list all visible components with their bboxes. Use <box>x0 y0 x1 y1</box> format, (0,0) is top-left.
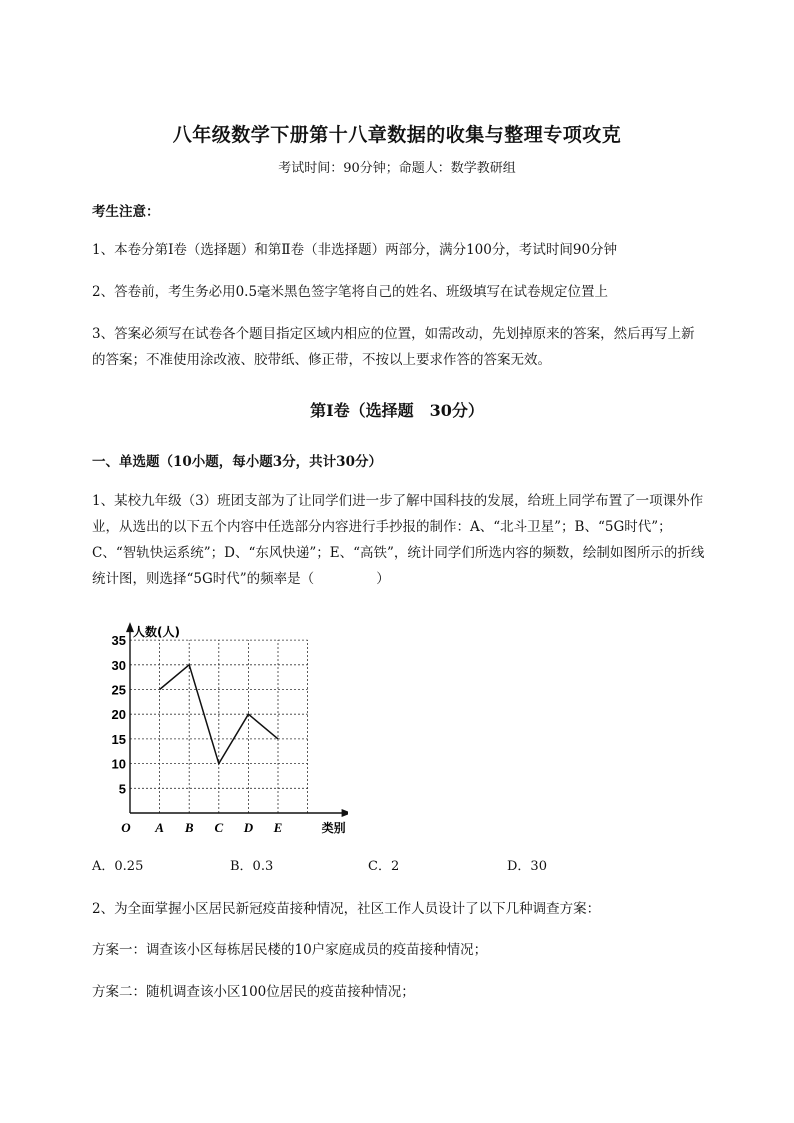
question-2: 2、为全面掌握小区居民新冠疫苗接种情况，社区工作人员设计了以下几种调查方案： <box>92 901 601 917</box>
notice-item: 1、本卷分第I卷（选择题）和第Ⅱ卷（非选择题）两部分，满分100分，考试时间90分钟 <box>92 242 618 258</box>
x-axis-label: 类别 <box>321 821 346 835</box>
question-1-text: 1、某校九年级（3）班团支部为了让同学们进一步了解中国科技的发展，给班上同学布置了一项课外作业，从选出的以下五个内容中任选部分内容进行手抄报的制作：A、“北斗卫星”；B、“5G时代”；C、“智轨快运系统”；D、“东风快递”；E、“高铁”，统计同学们所选内容的频数，绘制如图所示的折线统计图，则选择“5G时代”的频率是（ <box>92 493 705 587</box>
notice-heading: 考生注意： <box>92 204 160 220</box>
page-subtitle: 考试时间：90分钟；命题人：数学教研组 <box>278 161 516 176</box>
question-2-plan-1: 方案一：调查该小区每栋居民楼的10户家庭成员的疫苗接种情况； <box>92 942 488 958</box>
line-chart <box>108 612 348 837</box>
y-tick-label: 30 <box>111 657 126 673</box>
x-tick-label: C <box>214 820 224 835</box>
y-tick-label: 25 <box>111 682 126 698</box>
notice-item: 2、答卷前，考生务必用0.5毫米黑色签字笔将自己的姓名、班级填写在试卷规定位置上 <box>92 284 609 300</box>
y-axis-label: 人数(人) <box>133 625 180 640</box>
y-tick-label: 10 <box>111 756 126 772</box>
y-tick-label: 20 <box>111 707 126 723</box>
option-d[interactable]: D．30 <box>507 859 547 874</box>
x-tick-label: B <box>184 820 194 835</box>
y-tick-label: 35 <box>111 633 126 649</box>
part-heading: 一、单选题（10小题，每小题3分，共计30分） <box>92 454 382 470</box>
question-1-text-end: ） <box>376 571 390 587</box>
question-1 <box>92 488 707 592</box>
notice-item: 3、答案必须写在试卷各个题目指定区域内相应的位置，如需改动，先划掉原来的答案，然后再写上新的答案；不准使用涂改液、胶带纸、修正带，不按以上要求作答的答案无效。 <box>92 326 695 368</box>
x-tick-label: E <box>273 820 283 835</box>
origin-label: O <box>121 820 131 835</box>
page-title: 八年级数学下册第十八章数据的收集与整理专项攻克 <box>172 124 622 146</box>
question-2-plan-2: 方案二：随机调查该小区100位居民的疫苗接种情况； <box>92 984 415 1000</box>
y-tick-label: 15 <box>111 731 126 747</box>
x-axis-arrow <box>342 809 348 817</box>
x-tick-label: D <box>243 820 254 835</box>
option-a[interactable]: A．0.25 <box>92 859 144 874</box>
x-tick-label: A <box>155 820 164 835</box>
section-title: 第I卷（选择题 30分） <box>310 401 484 420</box>
option-b[interactable]: B．0.3 <box>230 859 274 874</box>
option-c[interactable]: C．2 <box>368 859 400 874</box>
y-tick-label: 5 <box>118 781 126 797</box>
